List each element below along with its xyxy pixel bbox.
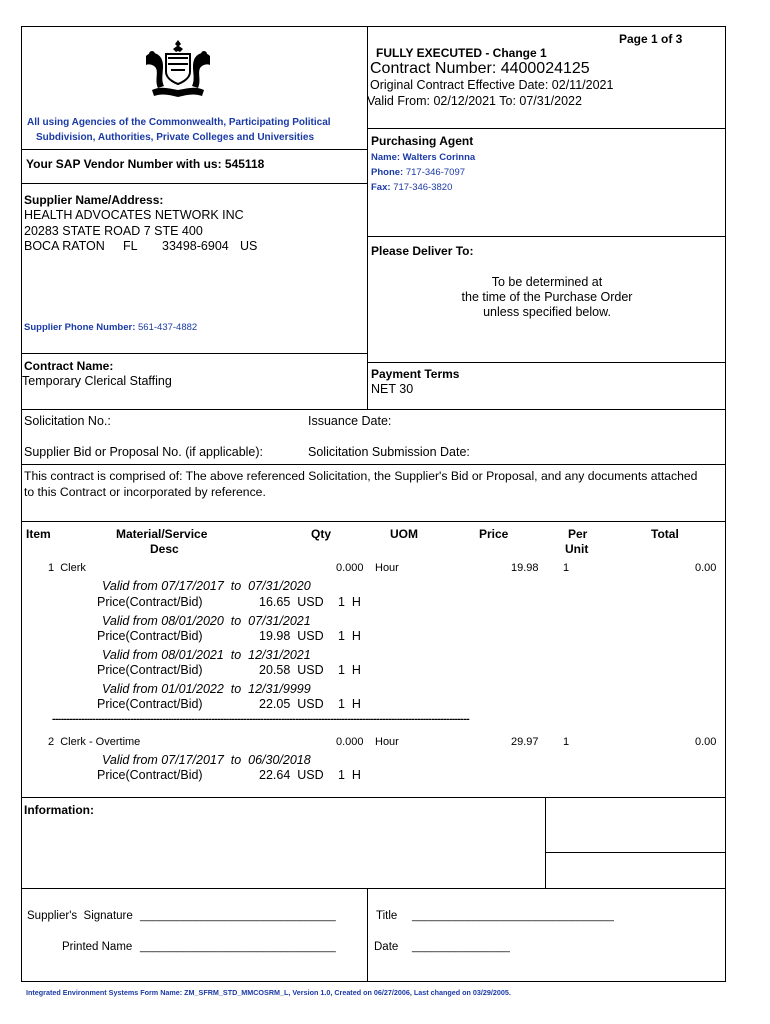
- divider-r1: [367, 128, 726, 129]
- price-amount: 16.65 USD: [259, 595, 324, 609]
- supplier-line-1: HEALTH ADVOCATES NETWORK INC: [24, 208, 244, 222]
- frame-left: [21, 26, 22, 981]
- agent-phone-value: 717-346-7097: [405, 167, 466, 178]
- agent-phone-label: Phone:: [371, 167, 404, 178]
- item-line: 2 Clerk - Overtime: [48, 736, 141, 748]
- item-price: 19.98: [511, 562, 539, 574]
- comprised-line-2: to this Contract or incorporated by reference.: [24, 485, 266, 499]
- original-effective-date: Original Contract Effective Date: 02/11/2021: [370, 78, 614, 92]
- price-label: Price(Contract/Bid): [97, 595, 203, 609]
- agent-name: Name: Walters Corinna: [371, 152, 476, 163]
- price-amount: 22.05 USD: [259, 697, 324, 711]
- title-label: Title: [376, 910, 398, 922]
- deliver-line-1: To be determined at: [491, 275, 603, 289]
- price-amount: 19.98 USD: [259, 629, 324, 643]
- frame-bottom: [21, 981, 726, 982]
- price-unit: 1 H: [338, 768, 361, 782]
- supplier-signature-field[interactable]: ________________________________: [140, 910, 336, 922]
- valid-range-2: Valid from 08/01/2020 to 07/31/2021: [102, 614, 311, 628]
- divider-h-sig: [21, 888, 726, 889]
- bid-no: Supplier Bid or Proposal No. (if applicable):: [24, 445, 264, 459]
- valid-range-4: Valid from 01/01/2022 to 12/31/9999: [102, 682, 311, 696]
- item-total: 0.00: [695, 562, 717, 574]
- divider-r3: [367, 362, 726, 363]
- item-separator: ------------------------------------------------------------------------------------------------------------------------------------------------: [52, 713, 470, 725]
- comprised-line-1: This contract is comprised of: The above referenced Solicitation, the Supplier's Bid or Proposal, and any documents attached: [24, 469, 698, 483]
- status-line: FULLY EXECUTED - Change 1: [376, 46, 547, 60]
- item-uom: Hour: [375, 736, 399, 748]
- printed-name-label: Printed Name: [62, 941, 133, 953]
- agencies-line-2: Subdivision, Authorities, Private Colleges and Universities: [36, 132, 315, 143]
- vendor-number: Your SAP Vendor Number with us: 545118: [26, 157, 265, 171]
- col-desc-2: Desc: [150, 542, 179, 556]
- price-unit: 1 H: [338, 595, 361, 609]
- price-amount: 22.64 USD: [259, 768, 324, 782]
- price-label: Price(Contract/Bid): [97, 697, 203, 711]
- supplier-state: FL: [123, 239, 138, 253]
- divider-l3: [21, 353, 368, 354]
- price-label: Price(Contract/Bid): [97, 663, 203, 677]
- price-label: Price(Contract/Bid): [97, 768, 203, 782]
- divider-h-sol: [21, 409, 726, 410]
- printed-name-field[interactable]: ________________________________: [140, 941, 336, 953]
- divider-l1: [21, 149, 368, 150]
- price-unit: 1 H: [338, 629, 361, 643]
- agent-fax-value: 717-346-3820: [393, 182, 453, 193]
- solicitation-no: Solicitation No.:: [24, 414, 111, 428]
- divider-info-v: [545, 797, 546, 889]
- footer-form-info: Integrated Environment Systems Form Name: ZM_SFRM_STD_MMCOSRM_L, Version 1.0, Created on 06/27/2006, Last changed on 03/29/2005.: [26, 988, 511, 997]
- agent-fax-label: Fax:: [371, 182, 391, 193]
- deliver-heading: Please Deliver To:: [371, 244, 474, 258]
- divider-h-info: [21, 797, 726, 798]
- contract-name-value: Temporary Clerical Staffing: [22, 374, 172, 388]
- divider-h-comp: [21, 464, 726, 465]
- deliver-line-3: unless specified below.: [483, 305, 611, 319]
- supplier-zip: 33498-6904: [162, 239, 229, 253]
- agencies-line-1: All using Agencies of the Commonwealth, Participating Political: [27, 117, 331, 128]
- contract-number: Contract Number: 4400024125: [370, 60, 590, 77]
- supplier-city: BOCA RATON: [24, 239, 105, 253]
- col-price: Price: [479, 527, 509, 541]
- issuance-date: Issuance Date:: [308, 414, 392, 428]
- item-qty: 0.000: [336, 562, 364, 574]
- item-line: 1 Clerk: [48, 562, 86, 574]
- item-per: 1: [563, 736, 570, 748]
- deliver-line-2: the time of the Purchase Order: [461, 290, 633, 304]
- valid-range-3: Valid from 08/01/2021 to 12/31/2021: [102, 648, 311, 662]
- supplier-line-2: 20283 STATE ROAD 7 STE 400: [24, 224, 203, 238]
- col-desc-1: Material/Service: [116, 527, 208, 541]
- valid-range-5: Valid from 07/17/2017 to 06/30/2018: [102, 753, 311, 767]
- col-uom: UOM: [390, 527, 418, 541]
- item-per: 1: [563, 562, 570, 574]
- title-field[interactable]: _________________________________: [412, 910, 614, 922]
- page-label: Page 1 of 3: [619, 32, 683, 46]
- supplier-phone-label: Supplier Phone Number:: [24, 322, 136, 333]
- item-price: 29.97: [511, 736, 539, 748]
- item-total: 0.00: [695, 736, 717, 748]
- price-unit: 1 H: [338, 663, 361, 677]
- divider-l2: [21, 183, 368, 184]
- divider-r2: [367, 236, 726, 237]
- valid-range-1: Valid from 07/17/2017 to 07/31/2020: [102, 579, 311, 593]
- supplier-phone-value: 561-437-4882: [138, 322, 198, 333]
- divider-sig-v: [367, 888, 368, 981]
- commonwealth-seal-icon: [138, 36, 218, 102]
- submission-date: Solicitation Submission Date:: [308, 445, 470, 459]
- supplier-signature-label: Supplier's Signature: [27, 910, 133, 922]
- item-uom: Hour: [375, 562, 399, 574]
- price-label: Price(Contract/Bid): [97, 629, 203, 643]
- col-per-1: Per: [568, 527, 588, 541]
- supplier-phone: [24, 322, 197, 333]
- price-unit: 1 H: [338, 697, 361, 711]
- price-amount: 20.58 USD: [259, 663, 324, 677]
- date-label: Date: [374, 941, 399, 953]
- frame-top: [21, 26, 726, 27]
- col-qty: Qty: [311, 527, 332, 541]
- purchasing-agent-heading: Purchasing Agent: [371, 134, 474, 148]
- agent-phone: [371, 167, 465, 178]
- col-item: Item: [26, 527, 51, 541]
- supplier-heading: Supplier Name/Address:: [24, 193, 164, 207]
- divider-h-info2: [545, 852, 726, 853]
- item-qty: 0.000: [336, 736, 364, 748]
- payment-terms-value: NET 30: [371, 382, 414, 396]
- valid-range: Valid From: 02/12/2021 To: 07/31/2022: [367, 94, 582, 108]
- frame-right: [725, 26, 726, 981]
- col-per-2: Unit: [565, 542, 589, 556]
- col-total: Total: [651, 527, 679, 541]
- divider-h-table: [21, 521, 726, 522]
- payment-terms-heading: Payment Terms: [371, 367, 460, 381]
- contract-name-heading: Contract Name:: [24, 359, 114, 373]
- information-label: Information:: [24, 803, 94, 817]
- supplier-country: US: [240, 239, 258, 253]
- date-field[interactable]: ________________: [412, 941, 510, 953]
- agent-fax: [371, 182, 452, 193]
